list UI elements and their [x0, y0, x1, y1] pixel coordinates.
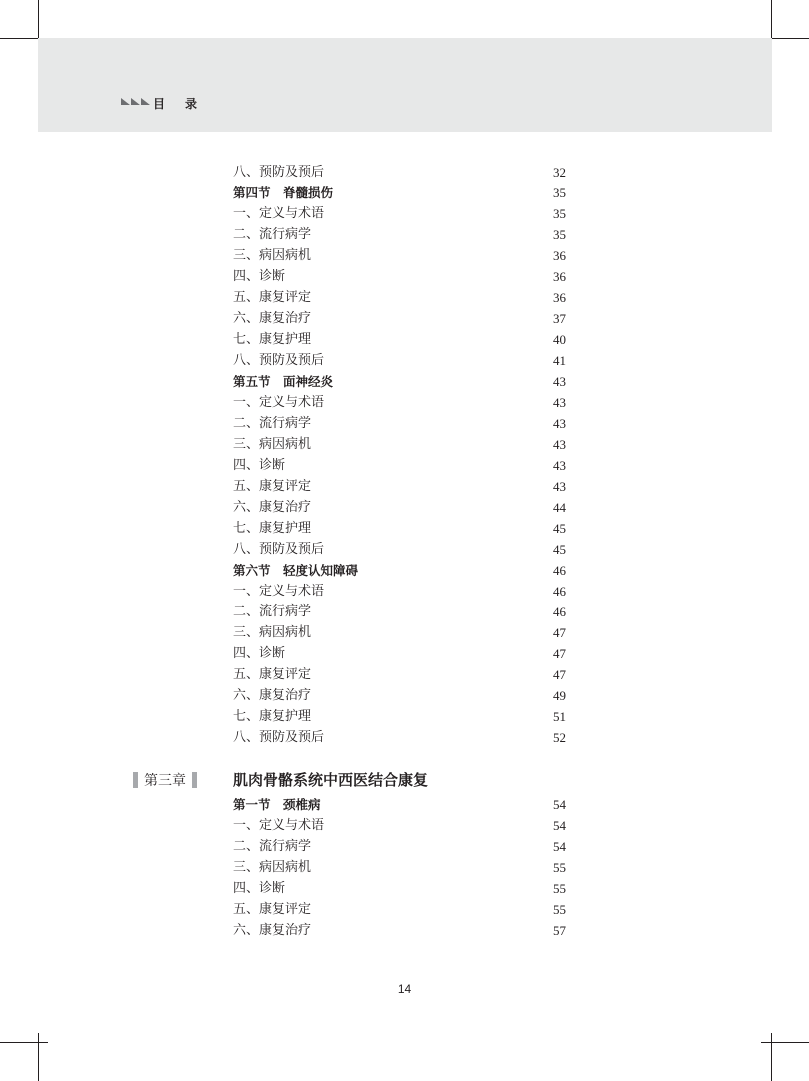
toc-entry-title: 六、康复治疗 — [233, 499, 312, 515]
toc-entry-title: 五、康复评定 — [233, 478, 312, 494]
toc-entry-page: 36 — [553, 248, 566, 264]
toc-entry-title: 三、病因病机 — [233, 625, 312, 641]
toc-entry-title: 五、康复评定 — [233, 901, 312, 917]
toc-entry-page: 43 — [553, 478, 566, 494]
toc-entry-title: 七、康复护理 — [233, 520, 312, 536]
chapter-title: 肌肉骨骼系统中西医结合康复 — [233, 771, 429, 789]
toc-entry-page: 35 — [553, 227, 566, 243]
crop-mark-bl-h — [0, 1042, 48, 1043]
toc-entry-page: 47 — [553, 667, 566, 683]
chapter-label-text: 第三章 — [144, 773, 186, 789]
toc-item-row[interactable] — [233, 581, 566, 602]
toc-entry-title: 五、康复评定 — [233, 290, 312, 306]
toc-item-row[interactable] — [233, 455, 566, 476]
toc-entry-page: 35 — [553, 185, 566, 201]
toc-entry-title: 八、预防及预后 — [233, 353, 325, 369]
toc-entry-page: 43 — [553, 374, 566, 389]
toc-entry-title: 二、流行病学 — [233, 838, 312, 854]
toc-entry-page: 45 — [553, 520, 566, 536]
toc-entry-page: 51 — [553, 709, 566, 725]
chapter-bar-left — [133, 772, 138, 788]
toc-item-row[interactable] — [233, 203, 566, 224]
toc-entry-page: 45 — [553, 541, 566, 557]
toc-entry-page: 55 — [553, 859, 566, 875]
page-number: 14 — [397, 982, 412, 996]
toc-entry-title: 二、流行病学 — [233, 227, 312, 243]
toc-entry-title: 六、康复治疗 — [233, 688, 312, 704]
toc-entry-page: 52 — [553, 730, 566, 746]
toc-entry-page: 40 — [553, 332, 566, 348]
toc-entry-title: 第五节 面神经炎 — [233, 374, 334, 389]
toc-item-row[interactable] — [233, 857, 566, 878]
toc-entry-page: 43 — [553, 415, 566, 431]
toc-entry-page: 43 — [553, 436, 566, 452]
toc-section-row[interactable] — [233, 560, 566, 581]
crop-mark-br-h — [761, 1042, 809, 1043]
toc-item-row[interactable] — [233, 287, 566, 308]
toc-entry-page: 57 — [553, 922, 566, 938]
toc-entry-page: 49 — [553, 688, 566, 704]
toc-section-row[interactable] — [233, 794, 566, 815]
toc-item-row[interactable] — [233, 727, 566, 748]
toc-entry-page: 36 — [553, 269, 566, 285]
toc-entry-page: 54 — [553, 797, 566, 812]
toc-item-row[interactable] — [233, 224, 566, 245]
toc-entry-title: 三、病因病机 — [233, 436, 312, 452]
toc-item-row[interactable] — [233, 664, 566, 685]
toc-entry-page: 55 — [553, 880, 566, 896]
toc-item-row[interactable] — [233, 476, 566, 497]
toc-entry-title: 二、流行病学 — [233, 604, 312, 620]
toc-entry-page: 54 — [553, 838, 566, 854]
toc-entry-title: 八、预防及预后 — [233, 730, 325, 746]
toc-entry-page: 32 — [553, 164, 566, 180]
toc-item-row[interactable] — [233, 920, 566, 941]
toc-entry-page: 36 — [553, 290, 566, 306]
toc-item-row[interactable] — [233, 836, 566, 857]
toc-entry-page: 43 — [553, 394, 566, 410]
toc-entry-title: 七、康复护理 — [233, 332, 312, 348]
toc-entry-title: 六、康复治疗 — [233, 922, 312, 938]
toc-entry-page: 35 — [553, 206, 566, 222]
toc-item-row[interactable] — [233, 497, 566, 518]
toc-entry-title: 三、病因病机 — [233, 859, 312, 875]
toc-item-row[interactable] — [233, 434, 566, 455]
toc-item-row[interactable] — [233, 245, 566, 266]
toc-entry-title: 八、预防及预后 — [233, 164, 325, 180]
toc-entry-page: 55 — [553, 901, 566, 917]
toc-item-row[interactable] — [233, 266, 566, 287]
toc-entry-title: 四、诊断 — [233, 880, 286, 896]
toc-entry-page: 54 — [553, 817, 566, 833]
toc-item-row[interactable] — [233, 539, 566, 560]
toc-entry-title: 第四节 脊髓损伤 — [233, 185, 334, 201]
toc-item-row[interactable] — [233, 329, 566, 350]
toc-entry-title: 一、定义与术语 — [233, 394, 325, 410]
toc-entry-title: 五、康复评定 — [233, 667, 312, 683]
toc-section-row[interactable] — [233, 182, 566, 203]
toc-entry-page: 43 — [553, 457, 566, 473]
toc-item-row[interactable] — [233, 601, 566, 622]
toc-item-row[interactable] — [233, 878, 566, 899]
toc-entry-title: 六、康复治疗 — [233, 311, 312, 327]
toc-entry-page: 37 — [553, 311, 566, 327]
toc-entry-page: 44 — [553, 499, 566, 515]
toc-item-row[interactable] — [233, 413, 566, 434]
toc-entry-page: 47 — [553, 646, 566, 662]
header-title: 目录 — [153, 97, 218, 111]
chapter-bar-right — [192, 772, 197, 788]
toc-item-row[interactable] — [233, 685, 566, 706]
toc-item-row[interactable] — [233, 350, 566, 371]
toc-item-row[interactable] — [233, 706, 566, 727]
toc-entry-page: 47 — [553, 625, 566, 641]
toc-entry-title: 一、定义与术语 — [233, 206, 325, 222]
toc-item-row[interactable] — [233, 815, 566, 836]
toc-entry-page: 46 — [553, 604, 566, 620]
crop-mark-br-v — [771, 1033, 772, 1081]
toc-item-row[interactable] — [233, 622, 566, 643]
header-band — [38, 38, 772, 132]
toc-entry-page: 46 — [553, 562, 566, 578]
toc-item-row[interactable] — [233, 518, 566, 539]
toc-item-row[interactable] — [233, 308, 566, 329]
toc-entry-page: 46 — [553, 583, 566, 599]
toc-section-row[interactable] — [233, 371, 566, 392]
toc-entry-title: 一、定义与术语 — [233, 817, 325, 833]
toc-entry-title: 四、诊断 — [233, 457, 286, 473]
toc-item-row[interactable] — [233, 899, 566, 920]
chapter-label — [133, 770, 197, 790]
toc-entry-title: 二、流行病学 — [233, 415, 312, 431]
toc-item-row[interactable] — [233, 162, 566, 183]
toc-entry-title: 七、康复护理 — [233, 709, 312, 725]
toc-entry-page: 41 — [553, 353, 566, 369]
toc-entry-title: 一、定义与术语 — [233, 583, 325, 599]
triangle-marks-icon — [121, 98, 150, 105]
toc-entry-title: 八、预防及预后 — [233, 541, 325, 557]
toc-entry-title: 四、诊断 — [233, 269, 286, 285]
crop-mark-bl-v — [38, 1033, 39, 1081]
toc-entry-title: 四、诊断 — [233, 646, 286, 662]
toc-item-row[interactable] — [233, 392, 566, 413]
toc-entry-title: 第一节 颈椎病 — [233, 797, 321, 812]
toc-entry-title: 三、病因病机 — [233, 248, 312, 264]
toc-item-row[interactable] — [233, 643, 566, 664]
toc-entry-title: 第六节 轻度认知障碍 — [233, 562, 359, 578]
